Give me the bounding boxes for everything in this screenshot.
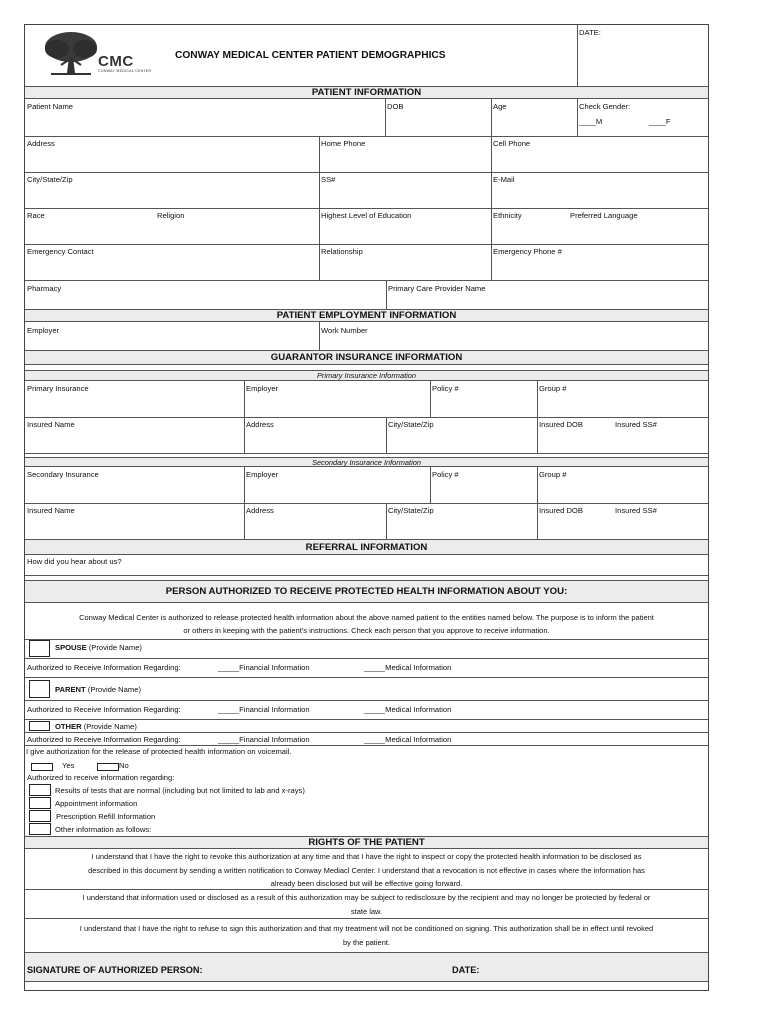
parent-regarding-label: Authorized to Receive Information Regarding: xyxy=(27,705,181,714)
primary-insurance-label: Primary Insurance xyxy=(27,384,89,393)
pharmacy-label: Pharmacy xyxy=(27,284,62,293)
other-checkbox[interactable] xyxy=(29,721,50,731)
primary-group-label: Group # xyxy=(539,384,567,393)
referral-heading: REFERRAL INFORMATION xyxy=(25,539,708,555)
secondary-employer-label: Employer xyxy=(246,470,279,479)
primary-insured-dob-label: Insured DOB xyxy=(539,420,583,429)
rights-p1-line1: I understand that I have the right to revoke this authorization at any time and that I have the right to inspect or copy the protected health information to be disclosed as xyxy=(91,852,642,861)
spouse-checkbox[interactable] xyxy=(29,640,50,657)
other-info-checkbox[interactable] xyxy=(29,823,51,835)
signature-date-field[interactable] xyxy=(485,955,705,979)
spouse-provide-name: (Provide Name) xyxy=(88,643,142,652)
work-number-label: Work Number xyxy=(321,326,368,335)
secondary-policy-label: Policy # xyxy=(432,470,459,479)
parent-provide-name: (Provide Name) xyxy=(87,685,141,694)
patient-name-field[interactable] xyxy=(25,99,385,136)
logo-subtext: CONWAY MEDICAL CENTER xyxy=(98,69,152,73)
rights-p1-line3: already been disclosed but will be effective going forward. xyxy=(270,879,463,888)
form-title: CONWAY MEDICAL CENTER PATIENT DEMOGRAPHICS xyxy=(175,50,446,61)
option-appointment-info: Appointment information xyxy=(55,799,138,808)
tree-logo-icon xyxy=(39,29,99,79)
secondary-insurance-subheading: Secondary Insurance Information xyxy=(25,457,708,467)
primary-policy-label: Policy # xyxy=(432,384,459,393)
appointment-info-checkbox[interactable] xyxy=(29,797,51,809)
education-label: Highest Level of Education xyxy=(321,211,412,220)
email-label: E-Mail xyxy=(493,175,515,184)
employer-label: Employer xyxy=(27,326,60,335)
date-field[interactable] xyxy=(579,39,707,83)
authorization-heading: PERSON AUTHORIZED TO RECEIVE PROTECTED HEALTH INFORMATION ABOUT YOU: xyxy=(25,580,708,603)
rights-p3-line2: by the patient. xyxy=(342,938,391,947)
other-bold: OTHER xyxy=(55,722,82,731)
prescription-refill-checkbox[interactable] xyxy=(29,810,51,822)
authorization-intro-line2: or others in keeping with the patient's instructions. Check each person that you approve to receive information. xyxy=(183,626,550,635)
option-normal-results: Results of tests that are normal (including but not limited to lab and x-rays) xyxy=(55,786,305,795)
patient-name-label: Patient Name xyxy=(27,102,74,111)
normal-results-checkbox[interactable] xyxy=(29,784,51,796)
religion-label: Religion xyxy=(157,211,185,220)
emergency-phone-label: Emergency Phone # xyxy=(493,247,562,256)
primary-employer-label: Employer xyxy=(246,384,279,393)
spouse-label xyxy=(55,643,142,652)
ethnicity-label: Ethnicity xyxy=(493,211,522,220)
authorization-intro-line1: Conway Medical Center is authorized to release protected health information about the above named patient to the entities named below. The purpose is to inform the patient xyxy=(79,613,654,622)
spouse-medical-option[interactable]: _____Medical Information xyxy=(364,663,452,672)
dob-field[interactable] xyxy=(386,99,491,136)
address-label: Address xyxy=(27,139,55,148)
voicemail-statement: I give authorization for the release of protected health information on voicemail. xyxy=(26,747,292,756)
guarantor-heading: GUARANTOR INSURANCE INFORMATION xyxy=(25,350,708,365)
parent-financial-option[interactable]: _____Financial Information xyxy=(218,705,310,714)
secondary-insurance-label: Secondary Insurance xyxy=(27,470,99,479)
secondary-address-label: Address xyxy=(246,506,274,515)
patient-demographics-form xyxy=(24,24,709,991)
voicemail-yes-label: Yes xyxy=(62,761,75,770)
city-state-zip-label: City/State/Zip xyxy=(27,175,73,184)
primary-city-state-zip-label: City/State/Zip xyxy=(388,420,434,429)
spouse-regarding-label: Authorized to Receive Information Regarding: xyxy=(27,663,181,672)
voicemail-yes-checkbox[interactable] xyxy=(31,763,53,771)
voicemail-no-label: No xyxy=(119,761,129,770)
pcp-label: Primary Care Provider Name xyxy=(388,284,486,293)
other-provide-name: (Provide Name) xyxy=(83,722,137,731)
secondary-city-state-zip-label: City/State/Zip xyxy=(388,506,434,515)
other-financial-option[interactable]: _____Financial Information xyxy=(218,735,310,744)
dob-label: DOB xyxy=(387,102,404,111)
voicemail-no-checkbox[interactable] xyxy=(97,763,119,771)
other-regarding-label: Authorized to Receive Information Regarding: xyxy=(27,735,181,744)
check-gender-label: Check Gender: xyxy=(579,102,631,111)
rights-heading: RIGHTS OF THE PATIENT xyxy=(25,836,708,849)
other-medical-option[interactable]: _____Medical Information xyxy=(364,735,452,744)
rights-p3-line1: I understand that I have the right to refuse to sign this authorization and that my treatment will not be conditioned on signing. This authorization shall be in effect until revoked xyxy=(79,924,654,933)
signature-label: SIGNATURE OF AUTHORIZED PERSON: xyxy=(27,965,203,975)
spouse-financial-option[interactable]: _____Financial Information xyxy=(218,663,310,672)
primary-insured-name-label: Insured Name xyxy=(27,420,75,429)
receive-regarding-label: Authorized to receive information regarding: xyxy=(27,773,175,782)
logo-text: CMC xyxy=(98,53,134,70)
rights-p2-line1: I understand that information used or disclosed as a result of this authorization may be subject to redisclosure by the recipient and may no longer be protected by federal or xyxy=(82,893,651,902)
preferred-language-label: Preferred Language xyxy=(570,211,638,220)
rights-p1-line2: described in this document by sending a written notification to Conway Mediacl Center. I understand that a revocation is not effective in cases where the information has xyxy=(88,866,645,875)
primary-insurance-subheading: Primary Insurance Information xyxy=(25,370,708,381)
gender-f-option[interactable]: ____F xyxy=(649,117,671,126)
secondary-group-label: Group # xyxy=(539,470,567,479)
secondary-insured-name-label: Insured Name xyxy=(27,506,75,515)
primary-address-label: Address xyxy=(246,420,274,429)
parent-label xyxy=(55,685,141,694)
ssn-label: SS# xyxy=(321,175,336,184)
gender-m-option[interactable]: ____M xyxy=(579,117,603,126)
signature-date-label: DATE: xyxy=(452,965,480,975)
spouse-bold: SPOUSE xyxy=(55,643,87,652)
parent-medical-option[interactable]: _____Medical Information xyxy=(364,705,452,714)
referral-question: How did you hear about us? xyxy=(27,557,122,566)
rights-p2-line2: state law. xyxy=(350,907,383,916)
date-label: DATE: xyxy=(579,28,601,37)
secondary-insured-ss-label: Insured SS# xyxy=(615,506,657,515)
primary-insured-ss-label: Insured SS# xyxy=(615,420,657,429)
secondary-insured-dob-label: Insured DOB xyxy=(539,506,583,515)
parent-bold: PARENT xyxy=(55,685,86,694)
cell-phone-label: Cell Phone xyxy=(493,139,531,148)
option-prescription-refill: Prescription Refill Information xyxy=(56,812,156,821)
other-label xyxy=(55,722,137,731)
age-field[interactable] xyxy=(492,99,577,136)
signature-field[interactable] xyxy=(210,955,445,979)
home-phone-label: Home Phone xyxy=(321,139,366,148)
race-label: Race xyxy=(27,211,45,220)
age-label: Age xyxy=(493,102,507,111)
option-other-info: Other information as follows: xyxy=(55,825,152,834)
emergency-contact-label: Emergency Contact xyxy=(27,247,94,256)
employment-heading: PATIENT EMPLOYMENT INFORMATION xyxy=(25,309,708,322)
patient-information-heading: PATIENT INFORMATION xyxy=(25,86,708,99)
relationship-label: Relationship xyxy=(321,247,363,256)
parent-checkbox[interactable] xyxy=(29,680,50,698)
